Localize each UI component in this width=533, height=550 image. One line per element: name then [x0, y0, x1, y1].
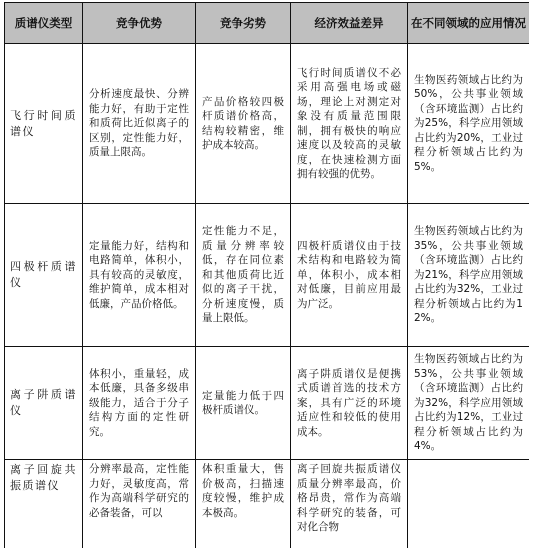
row-advantage-cell: 定量能力好，结构和电路简单，体积小，具有较高的灵敏度，维护简单，成本相对低廉，产品价格低。	[83, 204, 196, 347]
header-type: 质谱仪类型	[5, 3, 83, 44]
row-economic-cell: 离子阱质谱仪是便携式质谱首选的技术方案，具有广泛的环境适应性和较低的使用成本。	[291, 347, 408, 460]
header-advantage: 竞争优势	[83, 3, 196, 44]
row-disadvantage-cell: 体积重量大，售价极高，扫描速度较慢，维护成本极高。	[196, 460, 291, 549]
row-disadvantage-cell: 产品价格较四极杆质谱价格高，结构较精密，维护成本较高。	[196, 44, 291, 204]
table-row	[5, 460, 530, 549]
table-header-row	[5, 3, 530, 44]
document-page	[4, 2, 529, 548]
row-type-cell: 四极杆质谱仪	[5, 204, 83, 347]
row-type-cell: 飞行时间质谱仪	[5, 44, 83, 204]
row-type-cell: 离子阱质谱仪	[5, 347, 83, 460]
row-type-cell: 离子回旋共振质谱仪	[5, 460, 83, 549]
mass-spectrometer-comparison-table	[4, 2, 529, 548]
row-economic-cell: 离子回旋共振质谱仪质量分辨率最高，价格昂贵，常作为高端科学研究的装备，可对化合物	[291, 460, 408, 549]
header-disadvantage: 竞争劣势	[196, 3, 291, 44]
header-economic: 经济效益差异	[291, 3, 408, 44]
table-row	[5, 44, 530, 204]
row-disadvantage-cell: 定性能力不足，质量分辨率较低，存在同位素和其他质荷比近似的离子干扰，分析速度慢，质量上限低。	[196, 204, 291, 347]
table-row	[5, 347, 530, 460]
header-application: 在不同领域的应用情况	[408, 3, 530, 44]
row-application-cell: 生物医药领域占比约为53%，公共事业领域（含环境监测）占比约为32%，科学应用领域占比约为12%，工业过程分析领域占比约为4%。	[408, 347, 530, 460]
row-economic-cell: 四极杆质谱仪由于技术结构和电路较为简单，体积小，成本相对低廉，目前应用最为广泛。	[291, 204, 408, 347]
row-advantage-cell: 分辨率最高，定性能力好，灵敏度高，常作为高端科学研究的必备装备，可以	[83, 460, 196, 549]
row-economic-cell: 飞行时间质谱仪不必采用高强电场或磁场，理论上对测定对象没有质量范围限制，拥有极快的响应速度以及较高的灵敏度，在快速检测方面拥有较强的优势。	[291, 44, 408, 204]
row-disadvantage-cell: 定量能力低于四极杆质谱仪。	[196, 347, 291, 460]
row-advantage-cell: 分析速度最快、分辨能力好，有助于定性和质荷比近似离子的区别，定性能力好，质量上限高。	[83, 44, 196, 204]
row-application-cell: 生物医药领域占比约为35%，公共事业领域（含环境监测）占比约为21%，科学应用领域占比约为32%，工业过程分析领域占比约为12%。	[408, 204, 530, 347]
table-row	[5, 204, 530, 347]
row-application-cell: 生物医药领域占比约为50%，公共事业领域（含环境监测）占比约为25%，科学应用领域占比约为20%，工业过程分析领域占比约为5%。	[408, 44, 530, 204]
row-application-cell	[408, 460, 530, 549]
row-advantage-cell: 体积小，重量轻，成本低廉，具备多级串级能力，适合于分子结构方面的定性研究。	[83, 347, 196, 460]
